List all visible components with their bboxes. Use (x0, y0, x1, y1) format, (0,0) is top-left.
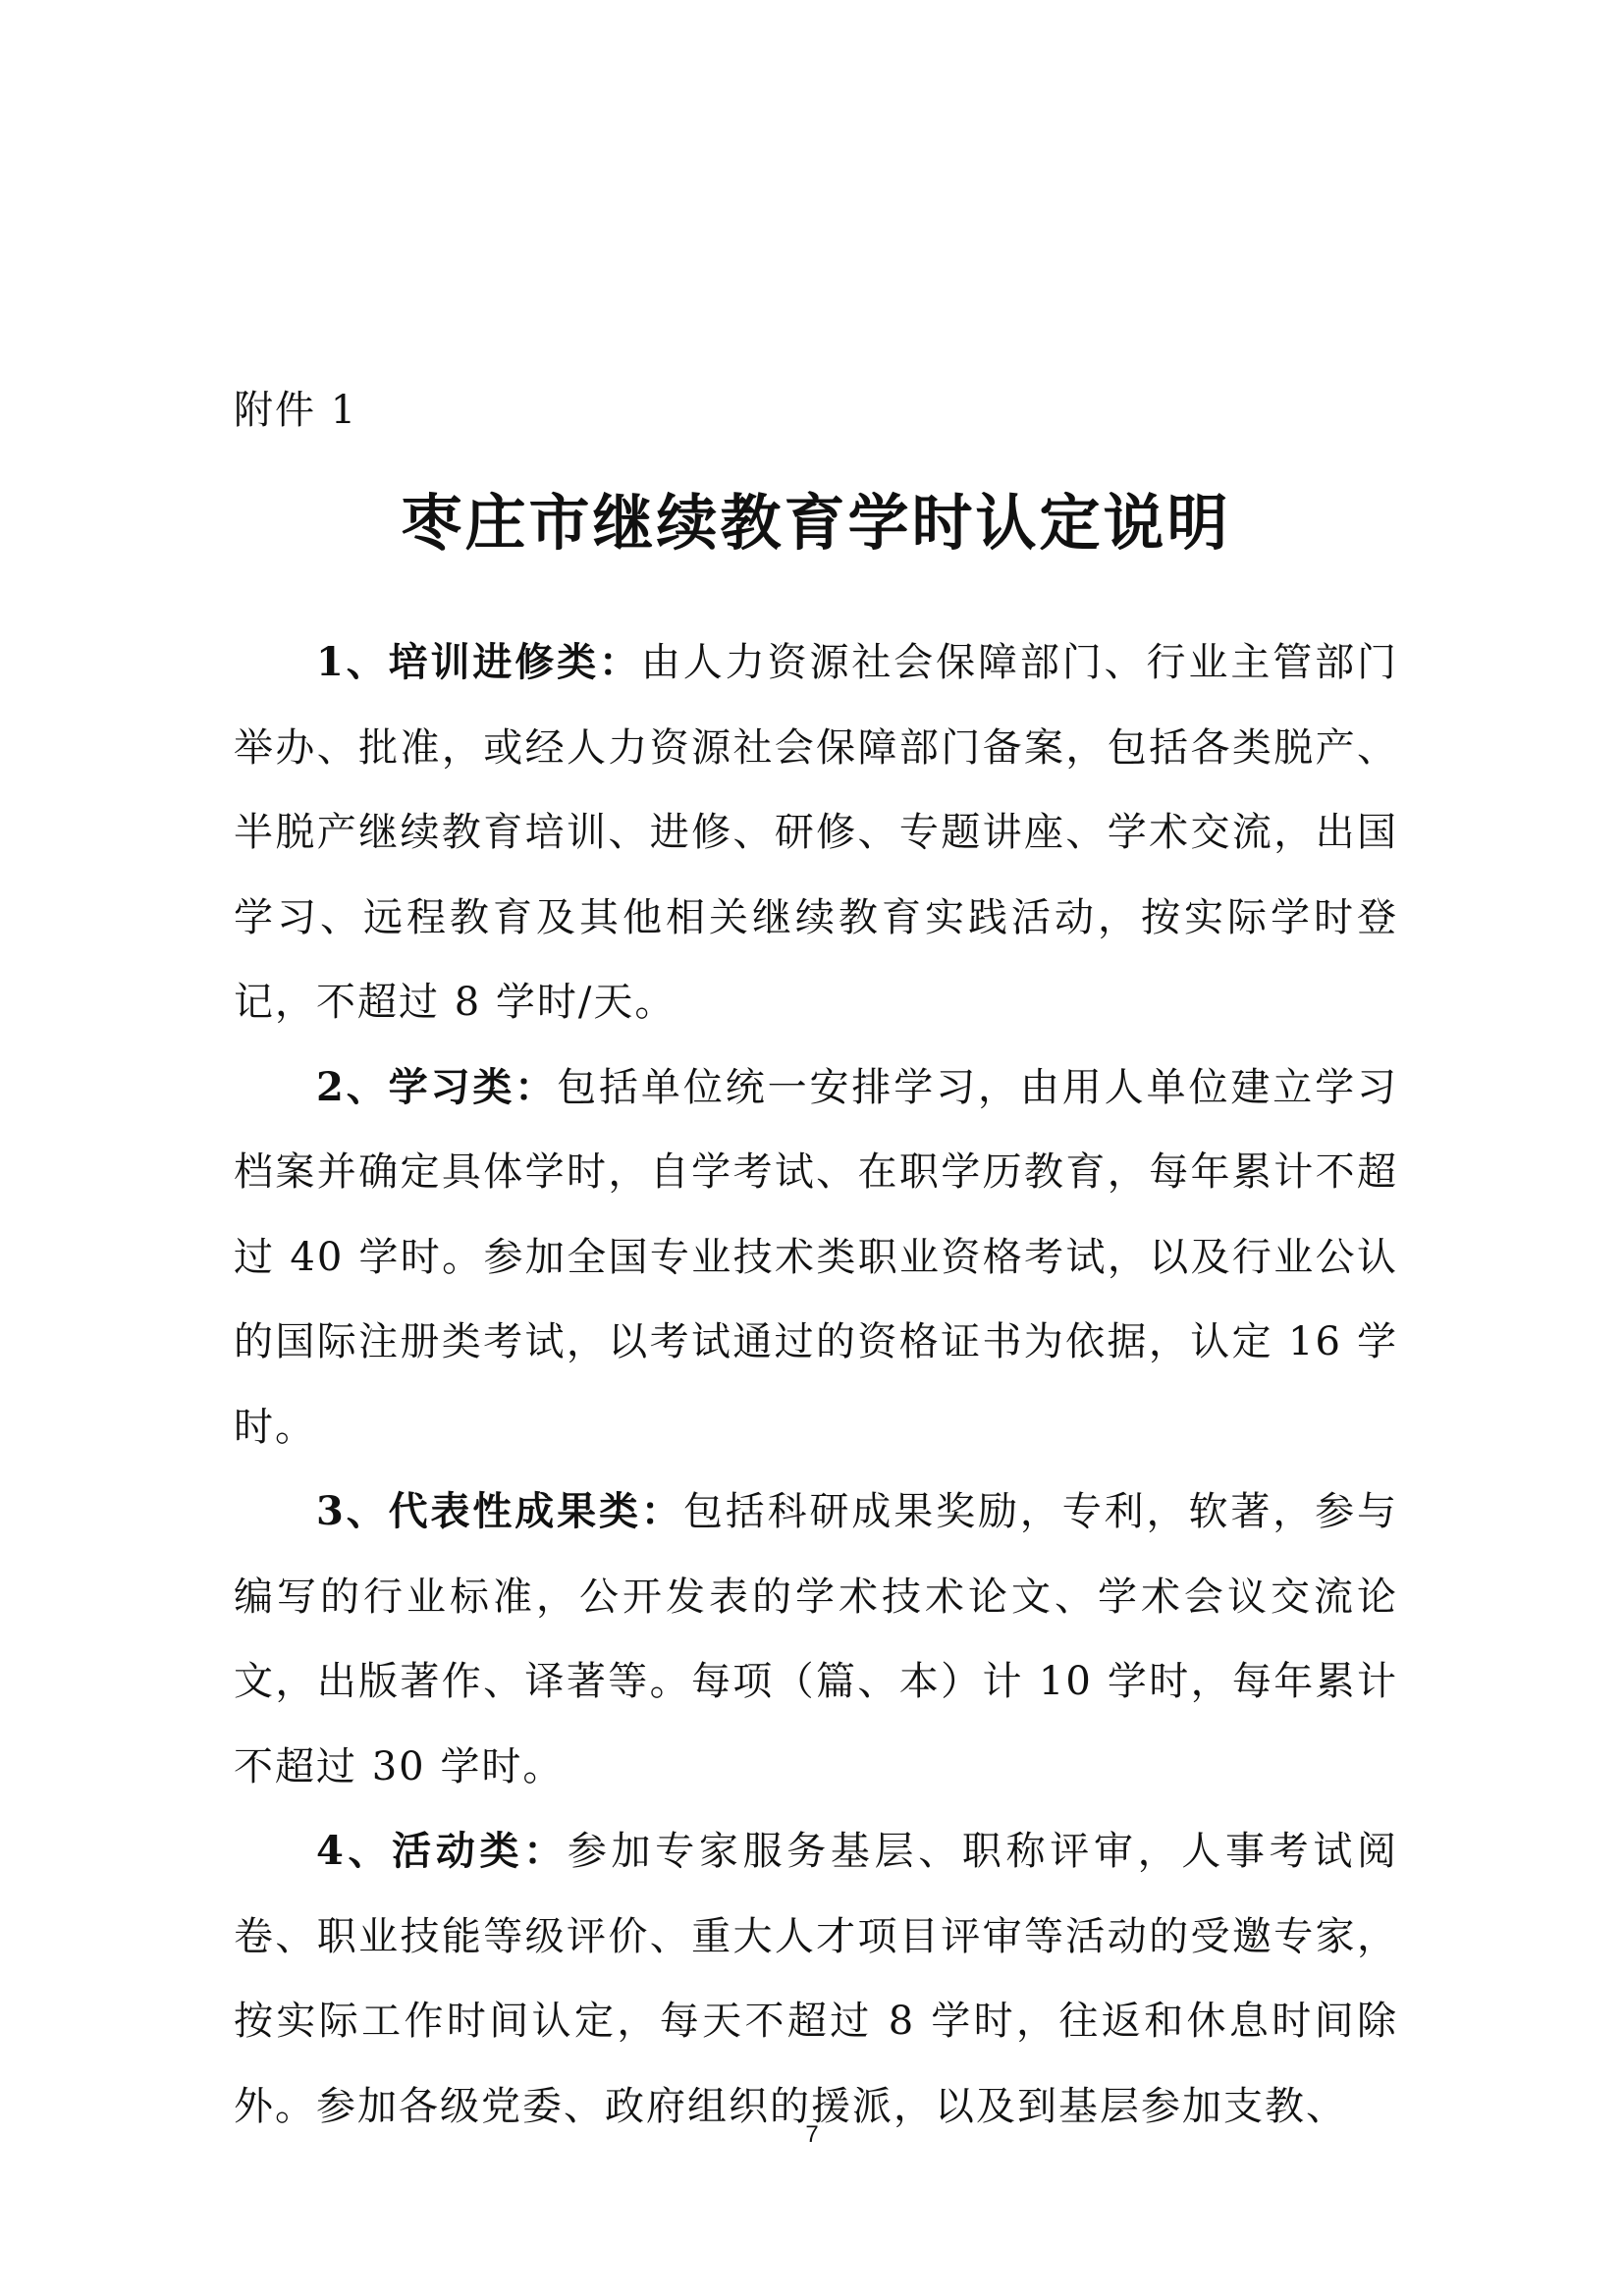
paragraph-text: 包括单位统一安排学习，由用人单位建立学习档案并确定具体学时，自学考试、在职学历教育，每年累计不超过 40 学时。参加全国专业技术类职业资格考试，以及行业公认的国际注册类考试，以考试通过的资格证书为依据，认定 16 学时。 (234, 1064, 1398, 1450)
paragraph-activities (234, 1809, 1398, 2149)
paragraph-training (234, 620, 1398, 1045)
page-number: 7 (805, 2121, 819, 2148)
paragraph-heading: 1、培训进修类： (316, 639, 641, 685)
paragraph-study (234, 1045, 1398, 1470)
paragraph-heading: 3、代表性成果类： (316, 1488, 683, 1534)
document-title: 枣庄市继续教育学时认定说明 (401, 487, 1231, 559)
paragraph-text: 参加专家服务基层、职称评审，人事考试阅卷、职业技能等级评价、重大人才项目评审等活动的受邀专家，按实际工作时间认定，每天不超过 8 学时，往返和休息时间除外。参加各级党委、政府组织的援派，以及到基层参加支教、 (234, 1829, 1398, 2129)
attachment-label: 附件 1 (234, 388, 358, 433)
paragraph-achievements (234, 1469, 1398, 1809)
paragraph-heading: 4、活动类： (316, 1828, 568, 1874)
paragraph-heading: 2、学习类： (316, 1063, 558, 1110)
paragraph-text: 由人力资源社会保障部门、行业主管部门举办、批准，或经人力资源社会保障部门备案，包括各类脱产、半脱产继续教育培训、进修、研修、专题讲座、学术交流，出国学习、远程教育及其他相关继续教育实践活动，按实际学时登记，不超过 8 学时/天。 (234, 640, 1398, 1025)
paragraph-text: 包括科研成果奖励，专利，软著，参与编写的行业标准，公开发表的学术技术论文、学术会议交流论文，出版著作、译著等。每项（篇、本）计 10 学时，每年累计不超过 30 学时。 (234, 1489, 1398, 1789)
document-body (234, 620, 1398, 2149)
